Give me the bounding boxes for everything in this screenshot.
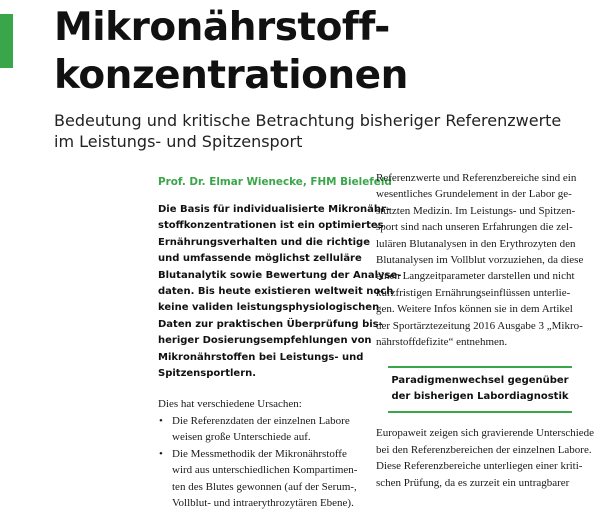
body-line: wesentliches Grundelement in der Labor ge-: [376, 188, 572, 201]
lead-line: Die Basis für individualisierte Mikronähr-: [158, 204, 391, 215]
author-line: Prof. Dr. Elmar Wienecke, FHM Bielefeld: [158, 176, 392, 188]
left-column: [158, 174, 402, 511]
body-line: einen Langzeitparameter darstellen und nicht: [376, 270, 575, 283]
bullet-icon: •: [159, 447, 163, 460]
cause-list: [158, 413, 358, 511]
section-heading-line: Paradigmenwechsel gegenüber: [391, 375, 569, 387]
lead-line: Blutanalytik sowie Bewertung der Analyse-: [158, 269, 402, 281]
section-heading-line: der bisherigen Labordiagnostik: [391, 391, 569, 403]
body-line: der Sportärztezeitung 2016 Ausgabe 3 „Mikro-: [376, 319, 583, 332]
lead-line: daten. Bis heute existieren weltweit noch: [158, 286, 394, 298]
right-column: [376, 170, 595, 491]
list-item-line: weisen große Unterschiede auf.: [172, 431, 311, 444]
list-item: [158, 413, 358, 446]
list-item-line: Die Referenzdaten der einzelnen Labore: [172, 414, 350, 427]
body-line: kurzfristigen Ernährungseinflüssen unterlie-: [376, 286, 571, 299]
body-line: Europaweit zeigen sich gravierende Unterschiede: [376, 427, 595, 440]
article-title: [54, 4, 408, 100]
intro-text: Dies hat verschiedene Ursachen:: [158, 398, 302, 411]
body-line: sport sind nach unseren Erfahrungen die zel-: [376, 221, 573, 234]
body-line: Referenzwerte und Referenzbereiche sind ein: [376, 172, 577, 184]
lead-line: Spitzensportlern.: [158, 368, 257, 380]
body-line: Blutanalysen im Vollblut vorzuziehen, da diese: [376, 254, 584, 267]
list-item-line: Die Messmethodik der Mikronährstoffe: [172, 447, 347, 460]
title-line: konzentrationen: [54, 53, 408, 98]
title-line: Mikronährstoff-: [54, 5, 390, 50]
body-line: lulären Blutanalysen in den Erythrozyten den: [376, 237, 576, 250]
accent-bar: [0, 14, 13, 68]
body-line: gen. Weitere Infos können sie in dem Artikel: [376, 303, 573, 316]
body-line: Diese Referenzbereiche unterliegen einer kriti-: [376, 460, 583, 473]
body-line: bei den Referenzbereichen der einzelnen Labore.: [376, 443, 592, 456]
body-line: stützten Medizin. Im Leistungs- und Spitzen-: [376, 204, 576, 217]
bullet-icon: •: [159, 414, 163, 427]
section-heading-box: [388, 366, 572, 413]
lead-line: und umfassende möglichst zelluläre: [158, 253, 362, 265]
list-item-line: Vollblut- und intraerythrozytären Ebene).: [172, 496, 354, 509]
spacer: [158, 382, 358, 396]
lead-line: Mikronährstoffen bei Leistungs- und: [158, 351, 364, 363]
lead-line: Ernährungsverhalten und die richtige: [158, 236, 371, 248]
body-paragraph-2: [376, 425, 595, 491]
list-item-line: ten des Blutes gewonnen (auf der Serum-,: [172, 480, 357, 493]
lead-line: Daten zur praktischen Überprüfung bis-: [158, 318, 383, 330]
section-heading: [388, 373, 572, 405]
subtitle-line: im Leistungs- und Spitzensport: [54, 132, 303, 151]
subtitle-line: Bedeutung und kritische Betrachtung bisheriger Referenzwerte: [54, 111, 562, 130]
lead-paragraph: [158, 202, 402, 382]
list-item: [158, 446, 358, 511]
article-subtitle: [54, 110, 594, 152]
body-line: nährstoffdefizite“ entnehmen.: [376, 336, 508, 349]
body-line: schen Prüfung, da es zurzeit ein untragbarer: [376, 476, 570, 489]
lead-line: heriger Dosierungsempfehlungen von: [158, 335, 372, 347]
lead-line: keine validen leistungsphysiologischen: [158, 302, 380, 314]
lead-line: stoffkonzentrationen ist ein optimiertes: [158, 220, 384, 232]
list-item-line: wird aus unterschiedlichen Kompartimen-: [172, 464, 358, 477]
body-paragraph: [376, 170, 584, 350]
